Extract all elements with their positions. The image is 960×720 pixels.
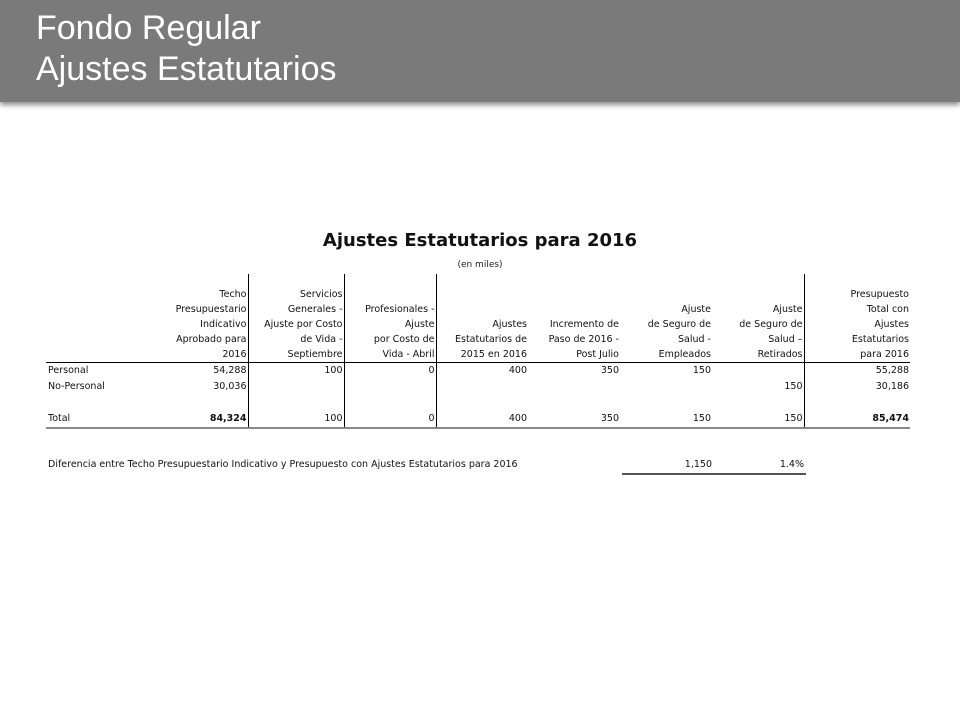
header-text: Servicios bbox=[299, 289, 343, 300]
header-text: Vida - Abril bbox=[382, 349, 435, 360]
difference-label: Diferencia entre Techo Presupuestario Indicativo y Presupuesto con Ajustes Estatutarios para 2016 bbox=[48, 459, 518, 470]
table-cell bbox=[436, 395, 528, 411]
header-text: Techo bbox=[219, 289, 247, 300]
table-row-personal bbox=[46, 363, 910, 380]
table-cell: 0 bbox=[344, 411, 436, 428]
table-cell: 100 bbox=[248, 363, 344, 380]
header-text: 2015 en 2016 bbox=[460, 349, 527, 360]
header-text: Indicativo bbox=[200, 319, 247, 330]
table-cell bbox=[344, 395, 436, 411]
header-text: Incremento de bbox=[549, 319, 619, 330]
table-units: (en miles) bbox=[457, 260, 503, 270]
table-cell: 30,036 bbox=[118, 379, 248, 395]
header-cell-presupuesto-total bbox=[804, 274, 910, 363]
header-text: de Seguro de bbox=[647, 319, 711, 330]
header-text: Estatutarios bbox=[851, 334, 909, 345]
header-text: Empleados bbox=[658, 349, 711, 360]
table-cell bbox=[248, 395, 344, 411]
header-cell-techo bbox=[118, 274, 248, 363]
table-row-spacer bbox=[46, 395, 910, 411]
header-cell-seguro-empleados bbox=[620, 274, 712, 363]
table-cell: 30,186 bbox=[875, 381, 909, 392]
table-cell: 150 bbox=[620, 411, 712, 428]
header-cell-incremento-paso bbox=[528, 274, 620, 363]
table-cell bbox=[620, 379, 712, 395]
header-cell-profesionales bbox=[344, 274, 436, 363]
header-text: Ajustes bbox=[874, 319, 909, 330]
header-cell-ajustes-2015 bbox=[436, 274, 528, 363]
difference-row bbox=[48, 457, 808, 473]
table-cell bbox=[528, 379, 620, 395]
header-text: para 2016 bbox=[860, 349, 909, 360]
table-cell bbox=[528, 395, 620, 411]
table-cell bbox=[620, 395, 712, 411]
row-label bbox=[46, 395, 118, 411]
table-cell: 150 bbox=[712, 411, 804, 428]
table-cell: 400 bbox=[508, 365, 527, 376]
header-cell-seguro-retirados bbox=[712, 274, 804, 363]
header-text: Estatutarios de bbox=[455, 334, 527, 345]
table-cell: 0 bbox=[344, 363, 436, 380]
table-cell: 350 bbox=[528, 411, 620, 428]
difference-amount: 1,150 bbox=[622, 457, 714, 475]
header-text: Total con bbox=[866, 304, 909, 315]
header-text: Ajustes bbox=[492, 319, 527, 330]
difference-percent: 1.4% bbox=[714, 457, 806, 475]
table-cell bbox=[712, 363, 804, 380]
header-text: de Seguro de bbox=[739, 319, 803, 330]
table-cell bbox=[118, 395, 248, 411]
table-cell: 350 bbox=[600, 365, 619, 376]
header-text: por Costo de bbox=[373, 334, 435, 345]
header-text: 2016 bbox=[222, 349, 247, 360]
header-text: Septiembre bbox=[287, 349, 343, 360]
header-text: Salud – bbox=[768, 334, 803, 345]
header-text: Presupuesto bbox=[850, 289, 909, 300]
header-cell-servicios bbox=[248, 274, 344, 363]
slide-title-line-1: Fondo Regular bbox=[36, 9, 261, 47]
header-text: Ajuste bbox=[404, 319, 435, 330]
header-text: Aprobado para bbox=[176, 334, 247, 345]
adjustments-table bbox=[46, 274, 910, 429]
table-cell: 85,474 bbox=[804, 411, 910, 428]
table-row-no-personal bbox=[46, 379, 910, 395]
title-banner bbox=[0, 0, 960, 102]
header-row bbox=[46, 274, 910, 363]
header-text: Profesionales - bbox=[365, 304, 435, 315]
table-cell bbox=[248, 379, 344, 395]
row-label: Total bbox=[46, 411, 118, 428]
table-cell bbox=[712, 395, 804, 411]
header-text: Ajuste por Costo bbox=[264, 319, 343, 330]
header-text: Retirados bbox=[757, 349, 803, 360]
header-text: Ajuste bbox=[681, 304, 711, 315]
header-text: Paso de 2016 - bbox=[548, 334, 619, 345]
table-cell: 400 bbox=[436, 411, 528, 428]
table-cell bbox=[436, 379, 528, 395]
table-cell: 84,324 bbox=[118, 411, 248, 428]
table-row-total bbox=[46, 411, 910, 428]
table-cell bbox=[804, 395, 910, 411]
table-cell: 100 bbox=[248, 411, 344, 428]
header-text: Ajuste bbox=[772, 304, 803, 315]
table-cell bbox=[344, 379, 436, 395]
slide-title-line-2: Ajustes Estatutarios bbox=[36, 50, 337, 88]
row-label: Personal bbox=[48, 365, 89, 376]
header-cell-label bbox=[46, 274, 118, 363]
header-text: Salud - bbox=[678, 334, 711, 345]
header-text: Generales - bbox=[287, 304, 343, 315]
table-title: Ajustes Estatutarios para 2016 bbox=[322, 230, 638, 251]
table-cell: 55,288 bbox=[875, 365, 909, 376]
header-text: de Vida - bbox=[300, 334, 343, 345]
table-cell: 54,288 bbox=[118, 363, 248, 380]
header-text: Presupuestario bbox=[175, 304, 247, 315]
table-cell: 150 bbox=[692, 365, 711, 376]
header-text: Post Julio bbox=[576, 349, 619, 360]
row-label: No-Personal bbox=[48, 381, 105, 392]
table-cell: 150 bbox=[712, 379, 804, 395]
